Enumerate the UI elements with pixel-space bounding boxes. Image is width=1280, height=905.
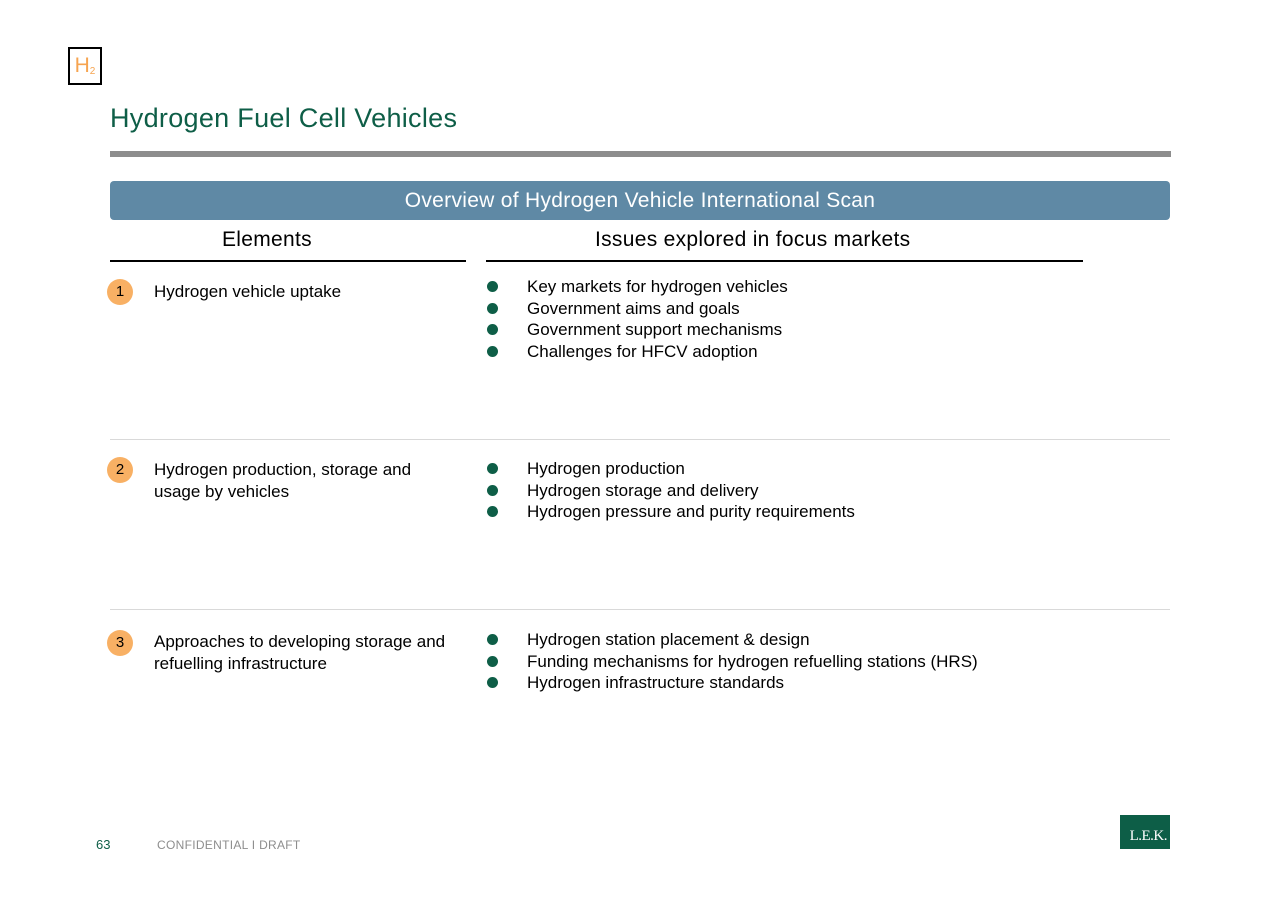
issue-text: Key markets for hydrogen vehicles: [527, 277, 788, 296]
row-number-badge: 3: [107, 630, 133, 656]
column-header-issues: Issues explored in focus markets: [595, 228, 911, 251]
issue-text: Funding mechanisms for hydrogen refuelling stations (HRS): [527, 651, 978, 671]
h2-logo-letter: H: [74, 54, 90, 77]
issue-text: Hydrogen pressure and purity requirements: [527, 502, 855, 522]
issue-text: Hydrogen station placement & design: [527, 630, 810, 649]
issues-list: [487, 458, 855, 523]
row-divider: [110, 609, 1170, 610]
page-number: 63: [96, 837, 111, 852]
issue-text: Government support mechanisms: [527, 320, 783, 340]
bullet-dot-icon: [487, 677, 498, 688]
issue-text: Hydrogen infrastructure standards: [527, 673, 785, 693]
row-number-badge: 1: [107, 279, 133, 305]
row-number-badge: 2: [107, 457, 133, 483]
bullet-dot-icon: [487, 324, 498, 335]
bullet-dot-icon: [487, 506, 498, 517]
issue-text: Challenges for HFCV adoption: [527, 341, 758, 361]
bullet-dot-icon: [487, 281, 498, 292]
issue-item: [487, 298, 788, 320]
bullet-dot-icon: [487, 463, 498, 474]
column-rule-elements: [110, 260, 466, 262]
bullet-dot-icon: [487, 346, 498, 357]
title-divider: [110, 151, 1171, 157]
issues-list: [487, 629, 978, 694]
bullet-dot-icon: [487, 303, 498, 314]
issue-item: [487, 341, 788, 363]
h2-logo-subscript: 2: [89, 66, 96, 77]
row-divider: [110, 439, 1170, 440]
element-label: Hydrogen production, storage and usage by vehicles: [154, 460, 412, 501]
issue-text: Government aims and goals: [527, 298, 740, 318]
element-label: Hydrogen vehicle uptake: [154, 282, 342, 301]
bullet-dot-icon: [487, 485, 498, 496]
page-title: Hydrogen Fuel Cell Vehicles: [110, 103, 458, 133]
column-rule-issues: [486, 260, 1083, 262]
column-header-elements: Elements: [222, 228, 312, 251]
issue-item: [487, 672, 978, 694]
issue-item: [487, 458, 855, 480]
issue-item: [487, 276, 788, 298]
issue-item: [487, 501, 855, 523]
section-banner: Overview of Hydrogen Vehicle International Scan: [110, 181, 1170, 220]
h2-logo: [68, 47, 102, 85]
bullet-dot-icon: [487, 634, 498, 645]
confidentiality-label: CONFIDENTIAL I DRAFT: [157, 838, 301, 852]
issue-text: Hydrogen production: [527, 459, 685, 478]
issue-text: Hydrogen storage and delivery: [527, 480, 759, 500]
issue-item: [487, 629, 978, 651]
element-label: Approaches to developing storage and refuelling infrastructure: [154, 632, 446, 673]
issues-list: [487, 276, 788, 362]
issue-item: [487, 651, 978, 673]
bullet-dot-icon: [487, 656, 498, 667]
issue-item: [487, 319, 788, 341]
issue-item: [487, 480, 855, 502]
lek-logo: L.E.K.: [1120, 815, 1170, 849]
